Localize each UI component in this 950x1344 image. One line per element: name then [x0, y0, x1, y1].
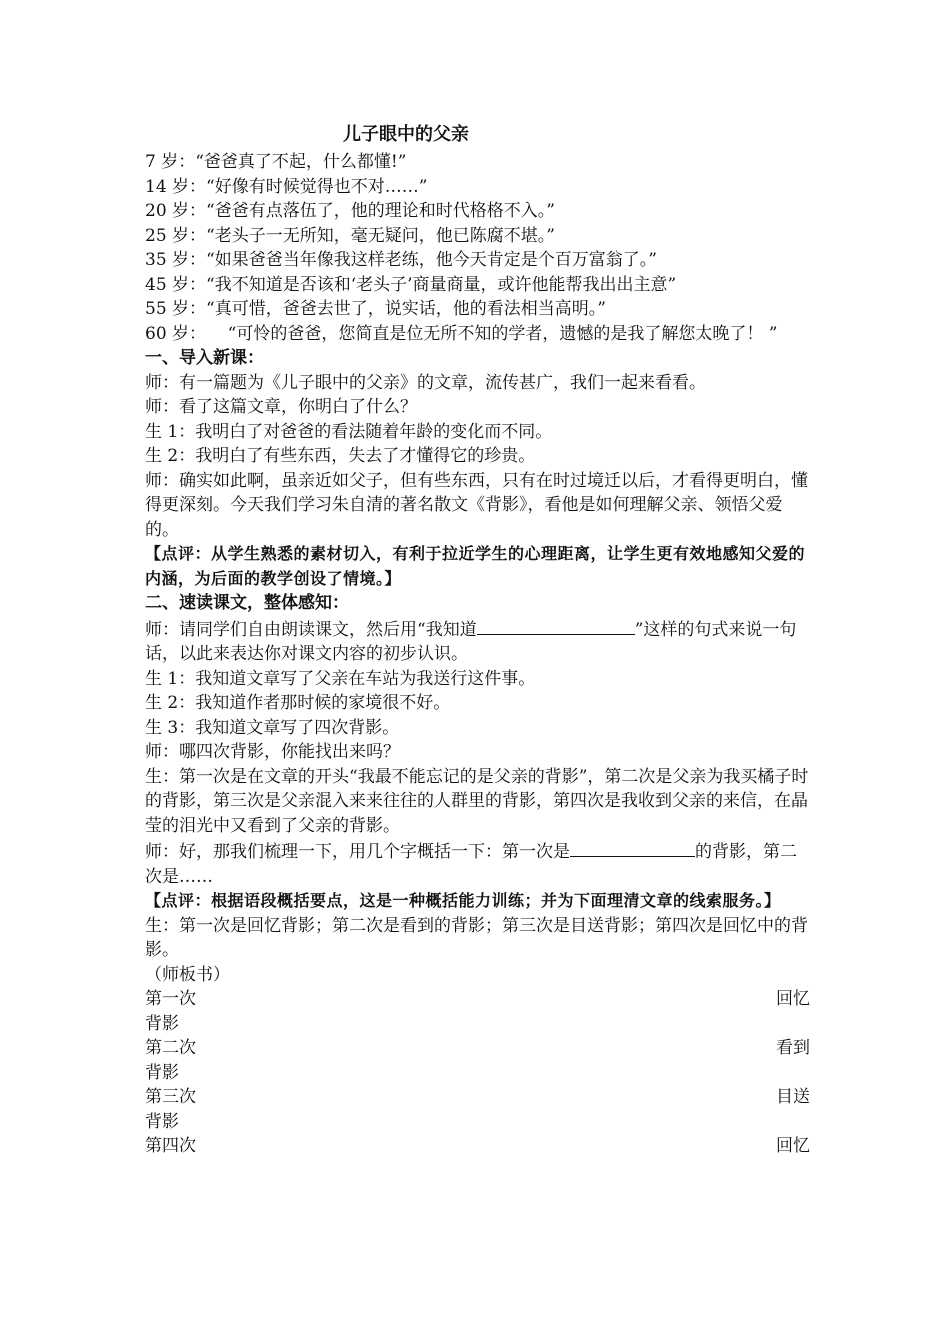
summary-text: 的背影，第二次是…… [145, 842, 797, 887]
board-row [145, 1085, 810, 1110]
age-quote-45: 45 岁：“我不知道是否该和‘老头子’商量商量，或许他能帮我出出主意” [145, 274, 677, 295]
blackboard-list [145, 987, 810, 1159]
dialogue-line: 生 1：我知道文章写了父亲在车站为我送行这件事。 [145, 668, 536, 689]
board-tail: 背影 [145, 1013, 179, 1034]
board-label: （师板书） [145, 964, 230, 985]
board-order: 第二次 [145, 1038, 196, 1058]
board-order: 第一次 [145, 989, 196, 1009]
dialogue-line: 生：第一次是在文章的开头“我最不能忘记的是父亲的背影”，第二次是父亲为我买橘子时的背影，第三次是父亲混入来来往往的人群里的背影，第四次是我收到父亲的来信，在晶莹的泪光中又看到了父亲的背影。 [145, 766, 809, 836]
dialogue-line: 师：有一篇题为《儿子眼中的父亲》的文章，流传甚广，我们一起来看看。 [145, 372, 706, 393]
section-heading: 一、导入新课： [145, 348, 264, 368]
commentary-note: 【点评：从学生熟悉的素材切入，有利于拉近学生的心理距离，让学生更有效地感知父爱的内涵，为后面的教学创设了情境。】 [145, 544, 806, 588]
age-quote-60: 60 岁： “可怜的爸爸，您简直是位无所不知的学者，遗憾的是我了解您太晚了！ ” [145, 323, 778, 344]
fill-blank [477, 616, 635, 635]
document-body [145, 120, 810, 1159]
age-quotes [145, 150, 810, 346]
board-order: 第四次 [145, 1136, 196, 1156]
section-intro [145, 346, 810, 591]
dialogue-line: 生 2：我知道作者那时候的家境很不好。 [145, 693, 451, 713]
teacher-prompt [145, 616, 810, 667]
board-row [145, 987, 810, 1012]
age-quote-14: 14 岁：“好像有时候觉得也不对……” [145, 176, 428, 197]
section-reading [145, 591, 810, 1159]
board-tail: 背影 [145, 1062, 179, 1083]
fill-blank [570, 838, 695, 857]
board-type: 回忆 [776, 1136, 810, 1156]
commentary-note: 【点评：根据语段概括要点，这是一种概括能力训练；并为下面理清文章的线索服务。】 [145, 891, 781, 910]
dialogue-line: 师：确实如此啊，虽亲近如父子，但有些东西，只有在时过境迁以后，才看得更明白，懂得更深刻。今天我们学习朱自清的著名散文《背影》，看他是如何理解父亲、领悟父爱的。 [145, 470, 808, 540]
prompt-text: 师：请同学们自由朗读课文，然后用“我知道 [145, 619, 477, 640]
document-title: 儿子眼中的父亲 [343, 124, 469, 145]
summary-text: 师：好，那我们梳理一下，用几个字概括一下：第一次是 [145, 842, 570, 862]
age-quote-25: 25 岁：“老头子一无所知，毫无疑问，他已陈腐不堪。” [145, 225, 555, 246]
prompt-text: ”这样的句式来说一句话，以此来表达你对课文内容的初步认识。 [145, 619, 797, 664]
age-quote-7: 7 岁：“爸爸真了不起，什么都懂!” [145, 152, 407, 172]
board-type: 目送 [776, 1087, 810, 1107]
age-quote-20: 20 岁：“爸爸有点落伍了，他的理论和时代格格不入。” [145, 201, 555, 221]
student-answer: 生：第一次是回忆背影；第二次是看到的背影；第三次是目送背影；第四次是回忆中的背影。 [145, 915, 808, 960]
dialogue-line: 师：哪四次背影，你能找出来吗？ [145, 742, 400, 762]
age-quote-35: 35 岁：“如果爸爸当年像我这样老练，他今天肯定是个百万富翁了。” [145, 250, 657, 270]
board-row [145, 1134, 810, 1159]
dialogue-line: 师：看了这篇文章，你明白了什么？ [145, 397, 417, 417]
board-row [145, 1036, 810, 1061]
board-type: 回忆 [776, 989, 810, 1009]
section-heading: 二、速读课文，整体感知： [145, 593, 349, 613]
board-type: 看到 [776, 1038, 810, 1058]
teacher-summary [145, 838, 810, 889]
dialogue-line: 生 1：我明白了对爸爸的看法随着年龄的变化而不同。 [145, 421, 553, 442]
board-order: 第三次 [145, 1087, 196, 1107]
age-quote-55: 55 岁：“真可惜，爸爸去世了，说实话，他的看法相当高明。” [145, 299, 606, 319]
dialogue-line: 生 2：我明白了有些东西，失去了才懂得它的珍贵。 [145, 446, 536, 466]
dialogue-line: 生 3：我知道文章写了四次背影。 [145, 717, 400, 738]
board-tail: 背影 [145, 1111, 179, 1132]
